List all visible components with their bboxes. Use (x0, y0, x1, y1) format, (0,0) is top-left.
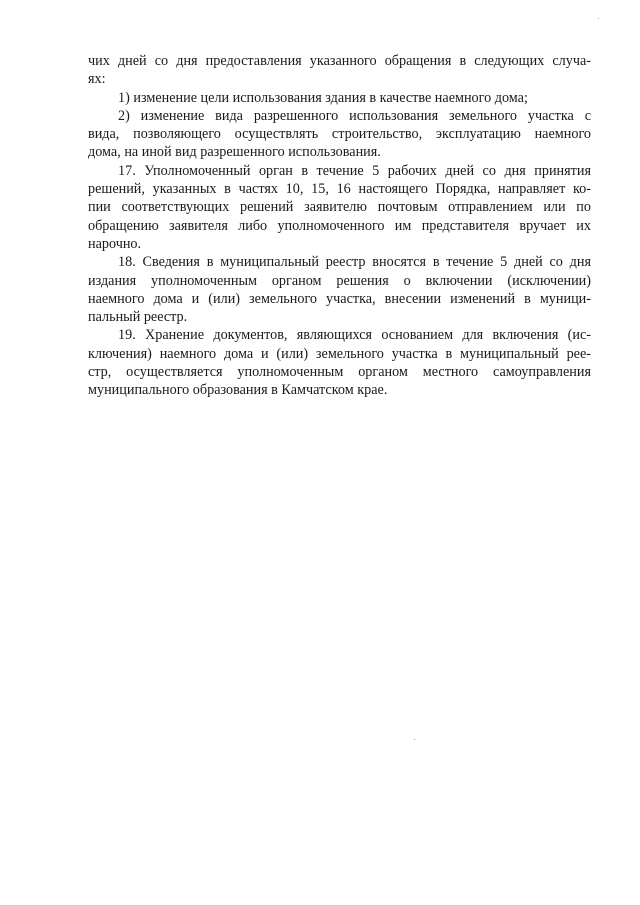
text-line: наемного дома и (или) земельного участка, внесении изменений в муници- (88, 290, 591, 307)
scan-speck (414, 739, 415, 740)
text-line: издания уполномоченным органом решения о включении (исключении) (88, 272, 591, 289)
text-line: пии соответствующих решений заявителю почтовым отправлением или по (88, 199, 591, 216)
text-line: 1) изменение цели использования здания в качестве наемного дома; (118, 89, 528, 106)
text-line: 17. Уполномоченный орган в течение 5 рабочих дней со дня принятия (118, 162, 591, 179)
text-line: решений, указанных в частях 10, 15, 16 настоящего Порядка, направляет ко- (88, 181, 591, 198)
text-line: ключения) наемного дома и (или) земельного участка в муниципальный рее- (88, 345, 591, 362)
text-line: 18. Сведения в муниципальный реестр вносятся в течение 5 дней со дня (118, 254, 591, 271)
document-page (88, 52, 591, 400)
paragraph-case-2 (88, 107, 591, 162)
text-line: муниципального образования в Камчатском крае. (88, 382, 388, 399)
text-line: дома, на иной вид разрешенного использования. (88, 144, 381, 161)
text-line: нарочно. (88, 235, 142, 252)
text-line: 19. Хранение документов, являющихся основанием для включения (ис- (118, 327, 591, 344)
text-line: обращению заявителя либо уполномоченного им представителя вручает их (88, 217, 591, 234)
text-line: 2) изменение вида разрешенного использования земельного участка с (118, 107, 591, 124)
paragraph-19 (88, 326, 591, 399)
paragraph-case-1 (88, 89, 591, 107)
text-line: чих дней со дня предоставления указанного обращения в следующих случа- (88, 53, 591, 69)
paragraph-intro (88, 52, 591, 89)
text-line: вида, позволяющего осуществлять строительство, эксплуатацию наемного (88, 126, 591, 143)
text-line: ях: (88, 71, 106, 88)
text-line: пальный реестр. (88, 309, 188, 326)
paragraph-18 (88, 253, 591, 326)
text-line: стр, осуществляется уполномоченным органом местного самоуправления (88, 364, 591, 381)
paragraph-17 (88, 162, 591, 253)
scan-speck (598, 18, 599, 19)
